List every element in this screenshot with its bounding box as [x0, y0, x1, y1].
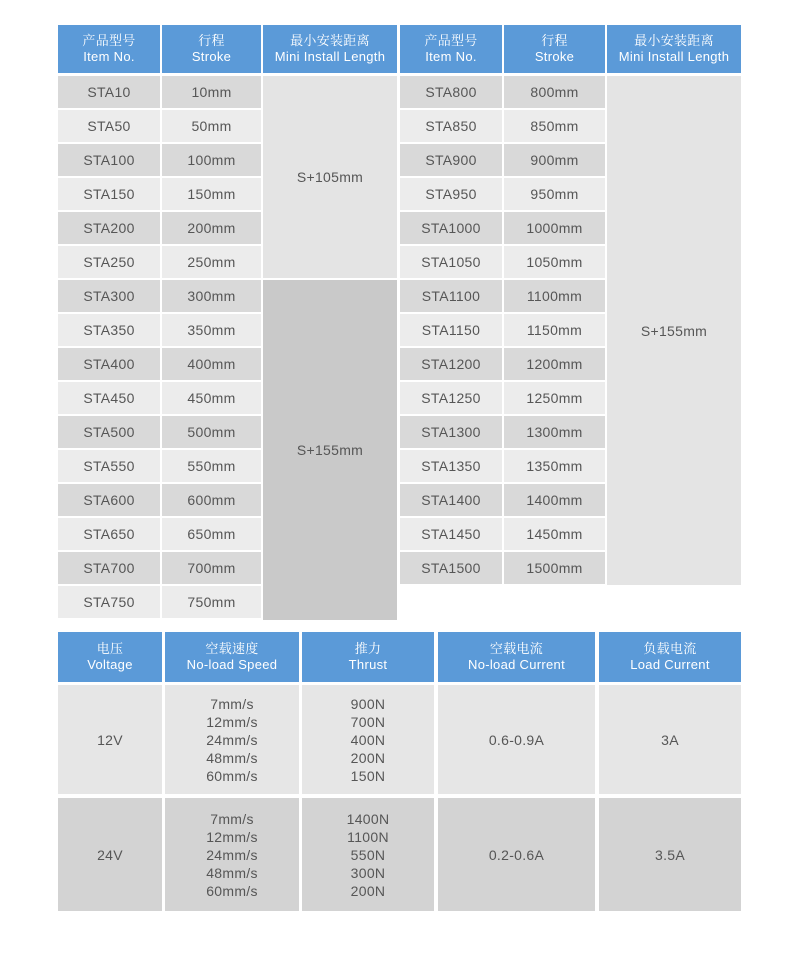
- stroke-cell: 300mm: [162, 280, 261, 312]
- header-install-en: Mini Install Length: [274, 49, 386, 64]
- header-load-current-en: Load Current: [630, 657, 710, 672]
- header-voltage-cn: 电压: [96, 641, 124, 656]
- item-no-cell: STA300: [58, 280, 160, 312]
- header-stroke-cn: 行程: [541, 33, 568, 48]
- item-no-cell: STA450: [58, 382, 160, 414]
- header-item-no-left: [58, 25, 160, 73]
- stroke-cell: 350mm: [162, 314, 261, 346]
- item-no-cell: STA400: [58, 348, 160, 380]
- header-install-left: [263, 25, 397, 73]
- speed-value: 24mm/s: [206, 846, 258, 863]
- header-speed-en: No-load Speed: [186, 657, 278, 672]
- header-item-en: Item No.: [83, 49, 135, 64]
- thrust-value: 200N: [350, 882, 386, 899]
- item-no-cell: STA1450: [400, 518, 502, 550]
- voltage-cell: 12V: [58, 685, 162, 794]
- header-speed-cn: 空载速度: [205, 641, 259, 656]
- thrust-value: 550N: [350, 846, 386, 863]
- header-stroke-en: Stroke: [534, 49, 575, 64]
- item-no-cell: STA10: [58, 76, 160, 108]
- item-no-cell: STA200: [58, 212, 160, 244]
- item-no-cell: STA1100: [400, 280, 502, 312]
- stroke-cell: 1200mm: [504, 348, 605, 380]
- stroke-cell: 1300mm: [504, 416, 605, 448]
- header-noload-current-cn: 空载电流: [489, 641, 544, 656]
- header-noload-speed: [165, 632, 299, 682]
- stroke-cell: 1400mm: [504, 484, 605, 516]
- stroke-cell: 950mm: [504, 178, 605, 210]
- speed-value: 48mm/s: [206, 864, 258, 881]
- item-no-cell: STA750: [58, 586, 160, 618]
- item-no-cell: STA150: [58, 178, 160, 210]
- header-install-right: [607, 25, 741, 73]
- item-no-cell: STA1150: [400, 314, 502, 346]
- stroke-cell: 1450mm: [504, 518, 605, 550]
- stroke-cell: 750mm: [162, 586, 261, 618]
- header-voltage-en: Voltage: [87, 657, 133, 672]
- stroke-cell: 150mm: [162, 178, 261, 210]
- stroke-cell: 1000mm: [504, 212, 605, 244]
- speed-value: 12mm/s: [206, 828, 258, 845]
- item-no-cell: STA1000: [400, 212, 502, 244]
- speed-value: 24mm/s: [206, 731, 258, 748]
- item-no-cell: STA1350: [400, 450, 502, 482]
- header-noload-current-en: No-load Current: [468, 657, 565, 672]
- stroke-cell: 200mm: [162, 212, 261, 244]
- thrust-value: 150N: [350, 767, 386, 784]
- item-no-cell: STA800: [400, 76, 502, 108]
- thrust-value: 400N: [350, 731, 386, 748]
- speed-value: 60mm/s: [206, 882, 258, 899]
- item-no-cell: STA350: [58, 314, 160, 346]
- stroke-cell: 800mm: [504, 76, 605, 108]
- item-no-cell: STA1300: [400, 416, 502, 448]
- speed-value: 12mm/s: [206, 713, 258, 730]
- stroke-cell: 10mm: [162, 76, 261, 108]
- item-no-cell: STA850: [400, 110, 502, 142]
- item-no-cell: STA1250: [400, 382, 502, 414]
- voltage-cell: 24V: [58, 798, 162, 911]
- thrust-value: 1400N: [346, 810, 390, 827]
- header-item-cn: 产品型号: [82, 33, 136, 48]
- thrust-list: [302, 798, 434, 911]
- thrust-value: 200N: [350, 749, 386, 766]
- stroke-cell: 1250mm: [504, 382, 605, 414]
- install-group-2-left: S+155mm: [263, 280, 397, 620]
- stroke-cell: 100mm: [162, 144, 261, 176]
- header-install-en: Mini Install Length: [618, 49, 730, 64]
- header-thrust-en: Thrust: [348, 657, 388, 672]
- stroke-cell: 900mm: [504, 144, 605, 176]
- header-item-cn: 产品型号: [424, 33, 478, 48]
- header-voltage: [58, 632, 162, 682]
- stroke-cell: 450mm: [162, 382, 261, 414]
- item-no-cell: STA100: [58, 144, 160, 176]
- header-stroke-cn: 行程: [198, 33, 225, 48]
- item-no-cell: STA650: [58, 518, 160, 550]
- load-current-cell: 3A: [599, 685, 741, 794]
- item-no-cell: STA1500: [400, 552, 502, 584]
- header-stroke-right: [504, 25, 605, 73]
- stroke-cell: 1500mm: [504, 552, 605, 584]
- stroke-cell: 650mm: [162, 518, 261, 550]
- header-item-en: Item No.: [425, 49, 477, 64]
- header-load-current-cn: 负载电流: [643, 641, 697, 656]
- thrust-value: 1100N: [347, 828, 389, 845]
- item-no-cell: STA250: [58, 246, 160, 278]
- thrust-value: 700N: [350, 713, 386, 730]
- speed-list: [165, 798, 299, 911]
- item-no-cell: STA550: [58, 450, 160, 482]
- stroke-cell: 700mm: [162, 552, 261, 584]
- stroke-cell: 600mm: [162, 484, 261, 516]
- header-thrust: [302, 632, 434, 682]
- speed-value: 7mm/s: [210, 695, 254, 712]
- header-noload-current: [438, 632, 595, 682]
- stroke-cell: 850mm: [504, 110, 605, 142]
- speed-value: 7mm/s: [210, 810, 254, 827]
- item-no-cell: STA900: [400, 144, 502, 176]
- load-current-cell: 3.5A: [599, 798, 741, 911]
- item-no-cell: STA500: [58, 416, 160, 448]
- install-group-right: S+155mm: [607, 76, 741, 585]
- header-item-no-right: [400, 25, 502, 73]
- speed-value: 48mm/s: [206, 749, 258, 766]
- item-no-cell: STA950: [400, 178, 502, 210]
- stroke-cell: 1100mm: [504, 280, 605, 312]
- stroke-cell: 1150mm: [504, 314, 605, 346]
- thrust-list: [302, 685, 434, 794]
- header-install-cn: 最小安装距离: [290, 33, 370, 48]
- noload-current-cell: 0.2-0.6A: [438, 798, 595, 911]
- install-group-1-left: S+105mm: [263, 76, 397, 278]
- item-no-cell: STA50: [58, 110, 160, 142]
- header-install-cn: 最小安装距离: [634, 33, 714, 48]
- noload-current-cell: 0.6-0.9A: [438, 685, 595, 794]
- speed-list: [165, 685, 299, 794]
- header-load-current: [599, 632, 741, 682]
- header-stroke-left: [162, 25, 261, 73]
- header-stroke-en: Stroke: [191, 49, 232, 64]
- item-no-cell: STA700: [58, 552, 160, 584]
- stroke-cell: 250mm: [162, 246, 261, 278]
- thrust-value: 900N: [350, 695, 386, 712]
- speed-value: 60mm/s: [206, 767, 258, 784]
- stroke-cell: 500mm: [162, 416, 261, 448]
- item-no-cell: STA1200: [400, 348, 502, 380]
- thrust-value: 300N: [350, 864, 386, 881]
- item-no-cell: STA1400: [400, 484, 502, 516]
- stroke-cell: 1050mm: [504, 246, 605, 278]
- stroke-cell: 50mm: [162, 110, 261, 142]
- stroke-cell: 550mm: [162, 450, 261, 482]
- header-thrust-cn: 推力: [354, 641, 382, 656]
- stroke-cell: 400mm: [162, 348, 261, 380]
- item-no-cell: STA1050: [400, 246, 502, 278]
- stroke-cell: 1350mm: [504, 450, 605, 482]
- item-no-cell: STA600: [58, 484, 160, 516]
